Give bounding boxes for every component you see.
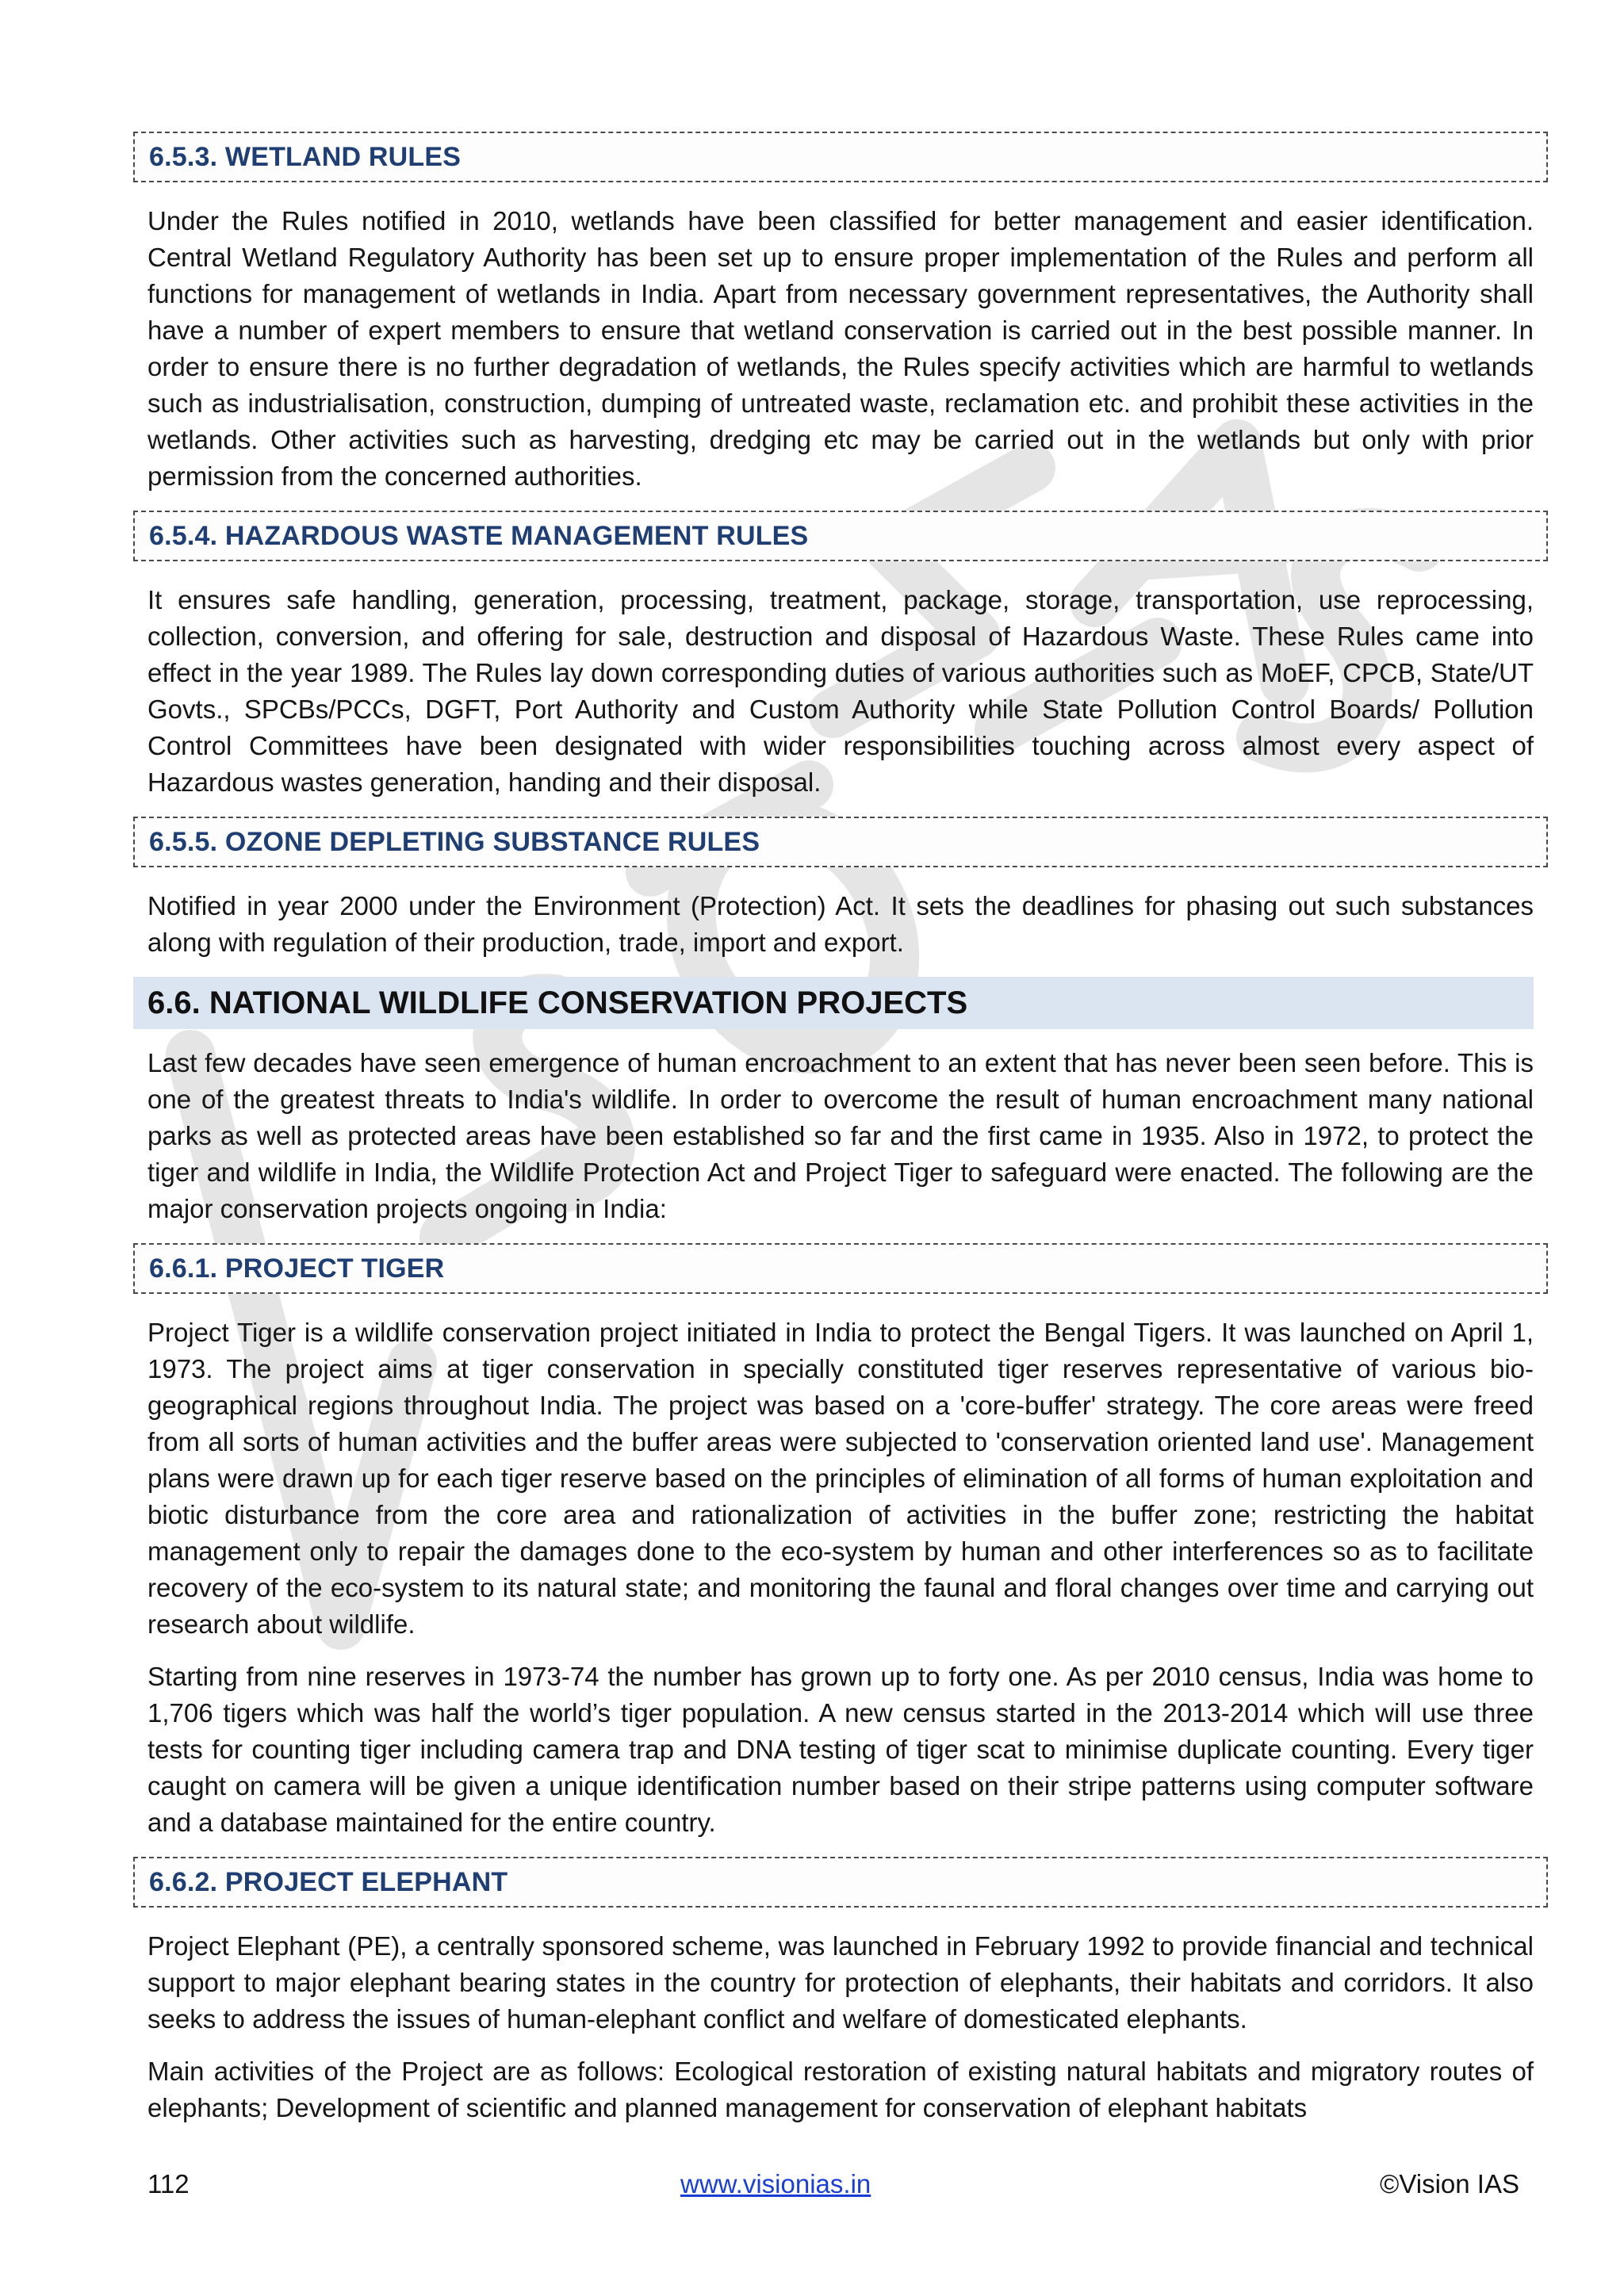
section-heading-text: 6.5.3. WETLAND RULES	[149, 141, 462, 172]
paragraph-project-elephant-2: Main activities of the Project are as follows: Ecological restoration of existing natural habitats and migratory routes of elephants; Development of scientific and planned management for conservation of elephant habitats	[147, 2057, 1534, 2122]
section-heading-text: 6.5.4. HAZARDOUS WASTE MANAGEMENT RULES	[149, 520, 809, 551]
section-heading-wetland-rules	[133, 132, 1548, 182]
section-heading-text: 6.6.1. PROJECT TIGER	[149, 1253, 445, 1284]
website-link[interactable]: www.visionias.in	[680, 2169, 871, 2198]
section-heading-ozone-rules	[133, 817, 1548, 867]
page-footer	[147, 2169, 1519, 2209]
section-heading-text: 6.6.2. PROJECT ELEPHANT	[149, 1866, 508, 1897]
section-heading-project-elephant	[133, 1857, 1548, 1908]
paragraph-ozone-rules: Notified in year 2000 under the Environment (Protection) Act. It sets the deadlines for phasing out such substances along with regulation of their production, trade, import and export.	[147, 891, 1534, 957]
section-heading-hazardous-waste	[133, 511, 1548, 561]
paragraph-project-tiger-1: Project Tiger is a wildlife conservation project initiated in India to protect the Bengal Tigers. It was launched on April 1, 1973. The project aims at tiger conservation in specially constituted tiger reserves representative of various bio-geographical regions throughout India. The project was based on a 'core-buffer' strategy. The core areas were freed from all sorts of human activities and the buffer areas were subjected to 'conservation oriented land use'. Management plans were drawn up for each tiger reserve based on the principles of elimination of all forms of human exploitation and biotic disturbance from the core area and rationalization of activities in the buffer zone; restricting the habitat management only to repair the damages done to the eco-system by human and other interferences so as to facilitate recovery of the eco-system to its natural state; and monitoring the faunal and floral changes over time and carrying out research about wildlife.	[147, 1318, 1534, 1639]
paragraph-hazardous-waste: It ensures safe handling, generation, processing, treatment, package, storage, transportation, use reprocessing, collection, conversion, and offering for sale, destruction and disposal of Hazardous Waste. These Rules came into effect in the year 1989. The Rules lay down corresponding duties of various authorities such as MoEF, CPCB, State/UT Govts., SPCBs/PCCs, DGFT, Port Authority and Custom Authority while State Pollution Control Boards/ Pollution Control Committees have been designated with wider responsibilities touching across almost every aspect of Hazardous wastes generation, handing and their disposal.	[147, 585, 1534, 797]
copyright-text: ©Vision IAS	[1380, 2169, 1519, 2198]
main-heading-wildlife-projects	[133, 977, 1534, 1029]
paragraph-project-elephant-1: Project Elephant (PE), a centrally sponsored scheme, was launched in February 1992 to provide financial and technical support to major elephant bearing states in the country for protection of elephants, their habitats and corridors. It also seeks to address the issues of human-elephant conflict and welfare of domesticated elephants.	[147, 1931, 1534, 2034]
page-content	[133, 132, 1548, 2126]
page-number: 112	[147, 2169, 190, 2198]
section-heading-text: 6.5.5. OZONE DEPLETING SUBSTANCE RULES	[149, 826, 760, 857]
paragraph-wildlife-projects: Last few decades have seen emergence of human encroachment to an extent that has never been seen before. This is one of the greatest threats to India's wildlife. In order to overcome the result of human encroachment many national parks as well as protected areas have been established so far and the first came in 1935. Also in 1972, to protect the tiger and wildlife in India, the Wildlife Protection Act and Project Tiger to safeguard were enacted. The following are the major conservation projects ongoing in India:	[147, 1048, 1534, 1223]
main-heading-text: 6.6. NATIONAL WILDLIFE CONSERVATION PROJECTS	[147, 985, 968, 1020]
paragraph-wetland-rules: Under the Rules notified in 2010, wetlands have been classified for better management and easier identification. Central Wetland Regulatory Authority has been set up to ensure proper implementation of the Rules and perform all functions for management of wetlands in India. Apart from necessary government representatives, the Authority shall have a number of expert members to ensure that wetland conservation is carried out in the best possible manner. In order to ensure there is no further degradation of wetlands, the Rules specify activities which are harmful to wetlands such as industrialisation, construction, dumping of untreated waste, reclamation etc. and prohibit these activities in the wetlands. Other activities such as harvesting, dredging etc may be carried out in the wetlands but only with prior permission from the concerned authorities.	[147, 206, 1534, 491]
paragraph-project-tiger-2: Starting from nine reserves in 1973-74 the number has grown up to forty one. As per 2010 census, India was home to 1,706 tigers which was half the world’s tiger population. A new census started in the 2013-2014 which will use three tests for counting tiger including camera trap and DNA testing of tiger scat to minimise duplicate counting. Every tiger caught on camera will be given a unique identification number based on their stripe patterns using computer software and a database maintained for the entire country.	[147, 1662, 1534, 1837]
section-heading-project-tiger	[133, 1243, 1548, 1294]
